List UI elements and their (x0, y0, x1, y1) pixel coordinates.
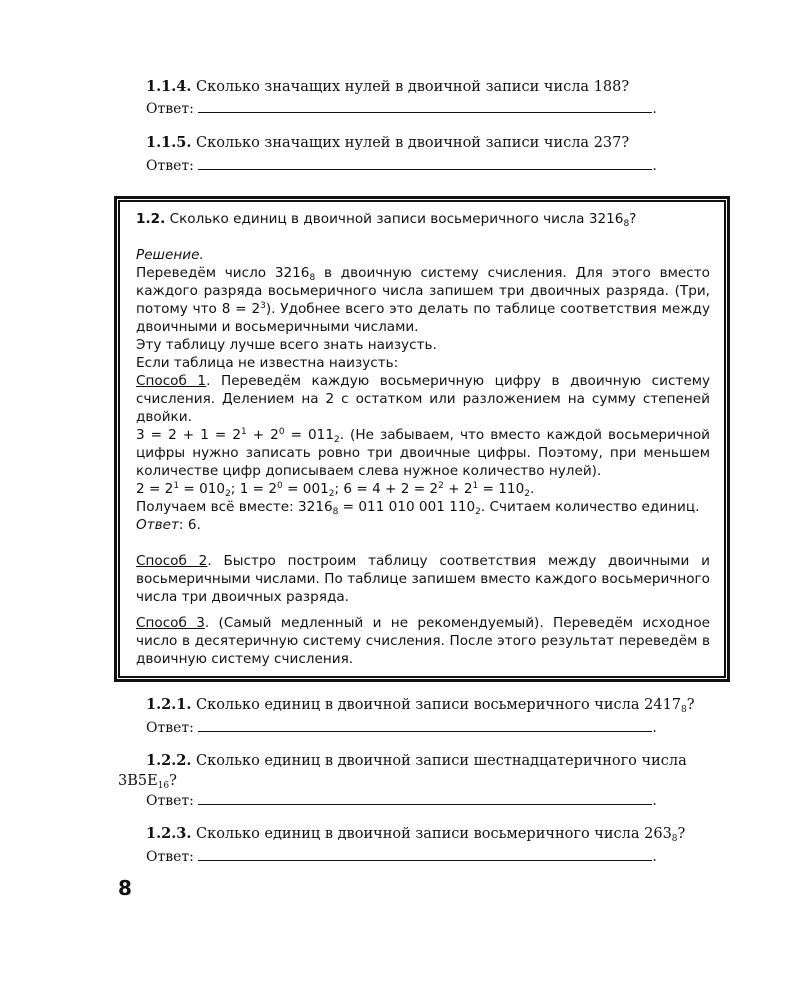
answer-label: Ответ: (146, 720, 194, 736)
box-title: 1.2. Сколько единиц в двоичной записи восьмеричного числа $3216_8$? (136, 211, 637, 229)
question-number: 1.2.3. (146, 825, 192, 842)
question-text: Сколько единиц в двоичной записи восьмеричного числа 2417 (196, 697, 682, 713)
method-1: Способ 1. Переведём каждую восьмеричную цифру в двоичную систему счисления. Делением на 2 с остатком или разложением на сумму степеней двойки. (136, 373, 711, 425)
answer-line-1-1-5: Ответ: . (146, 155, 657, 176)
box-answer: Ответ: 6. (136, 517, 201, 533)
question-1-1-5 (146, 132, 629, 154)
question-number: 1.1.4. (146, 78, 192, 95)
answer-field[interactable] (198, 717, 652, 732)
answer-line-1-2-1: Ответ: . (146, 717, 657, 738)
question-number: 1.2.2. (146, 752, 192, 769)
question-text: Сколько значащих нулей в двоичной записи числа 188? (196, 79, 630, 95)
question-1-1-4 (146, 76, 629, 98)
solution-label: Решение. (136, 247, 204, 263)
method-3: Способ 3. (Самый медленный и не рекомендуемый). Переведём исходное число в десятеричную систему счисления. После этого результат переведём в двоичную систему счисления. (136, 615, 710, 667)
answer-line-1-1-4: Ответ: . (146, 98, 657, 119)
question-1-2-2 (146, 750, 687, 772)
question-number: 1.1.5. (146, 134, 192, 151)
question-1-2-2-continued: $3B5E_{16}$? (118, 773, 177, 791)
question-text: Сколько значащих нулей в двоичной записи числа 237? (196, 135, 630, 151)
answer-label: Ответ: (146, 849, 194, 865)
question-text: Сколько единиц в двоичной записи восьмеричного числа 263 (196, 826, 672, 842)
question-1-2-3: 1.2.3. Сколько единиц в двоичной записи восьмеричного числа $263_8$? (146, 825, 686, 844)
answer-field[interactable] (198, 155, 652, 170)
answer-field[interactable] (198, 98, 652, 113)
answer-field[interactable] (198, 846, 652, 861)
solution-line: Если таблица не известна наизусть: (136, 355, 399, 371)
page-number: 8 (118, 876, 132, 900)
answer-field[interactable] (198, 790, 652, 805)
solution-box (136, 210, 710, 668)
question-text: Сколько единиц в двоичной записи шестнадцатеричного числа (196, 753, 687, 769)
solution-line: Эту таблицу лучше всего знать наизусть. (136, 337, 437, 353)
equation-2-1-6: $2 = 2^1 = 010_2$; $1 = 2^0 = 001_2$; $6 = 4 + 2 = 2^2 + 2^1 = 110_2$. (136, 481, 535, 499)
answer-line-1-2-3: Ответ: . (146, 846, 657, 867)
question-number: 1.2.1. (146, 696, 192, 713)
question-1-2-1: 1.2.1. Сколько единиц в двоичной записи восьмеричного числа $2417_8$? (146, 696, 695, 715)
solution-paragraph: Переведём число $3216_8$ в двоичную систему счисления. Для этого вместо каждого разряда восьмеричного числа запишем три двоичных разряда. (Три, потому что $8 = 2^3$). Удобнее всего это делать по таблице соответствия между двоичными и восьмеричными числами. (136, 265, 710, 335)
answer-label: Ответ: (146, 793, 194, 809)
equation-3: $3 = 2 + 1 = 2^1 + 2^0 = 011_2$. (Не забываем, что вместо каждой восьмеричной цифры нужно записать ровно три двоичные цифры. Поэтому, при меньшем количестве цифр дописываем слева нужное количество нулей). (136, 427, 710, 479)
answer-label: Ответ: (146, 101, 194, 117)
answer-label: Ответ: (146, 158, 194, 174)
answer-line-1-2-2: Ответ: . (146, 790, 657, 811)
combined-result: Получаем всё вместе: $3216_8 = 011$ 010 001 $110_2$. Считаем количество единиц. (136, 499, 700, 517)
method-2: Способ 2. Быстро построим таблицу соответствия между двоичными и восьмеричными числами. По таблице запишем вместо каждого восьмеричного числа три двоичных разряда. (136, 553, 711, 605)
